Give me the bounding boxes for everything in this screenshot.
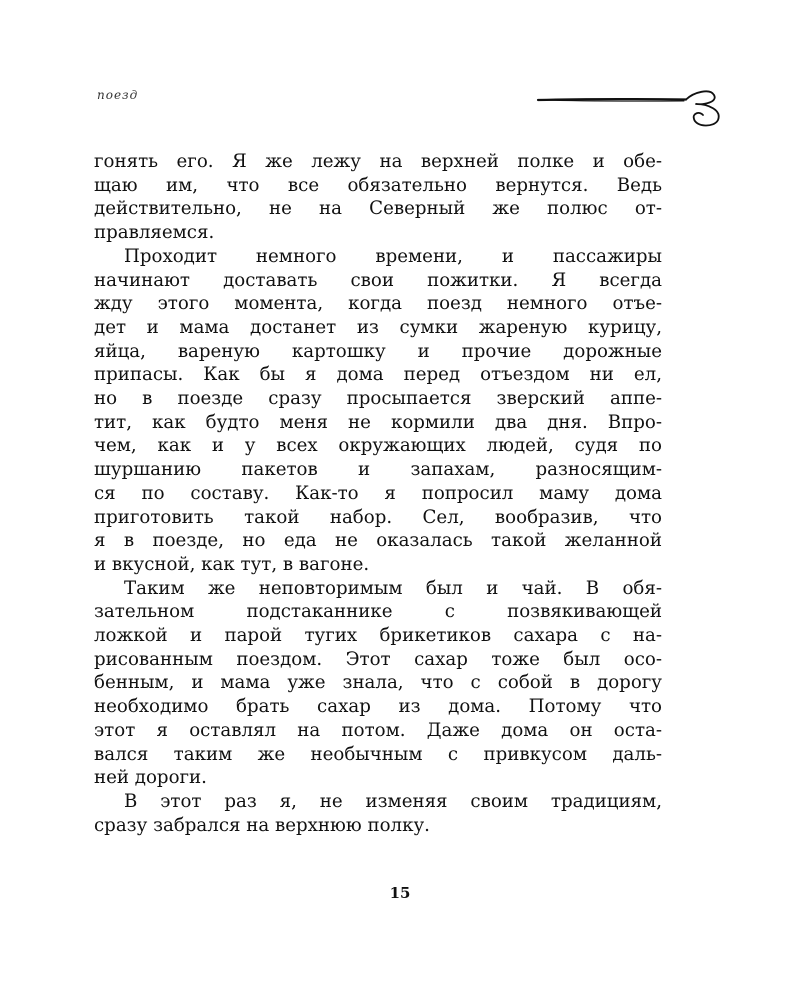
text-line: шуршанию пакетов и запахам, разносящим- — [94, 459, 662, 481]
text-line: Таким же неповторимым был и чай. В обя- — [124, 577, 662, 599]
text-line: но в поезде сразу просыпается зверский аппе- — [94, 388, 662, 410]
running-head: поезд — [97, 88, 139, 102]
text-line: приготовить такой набор. Сел, вообразив, что — [94, 506, 662, 528]
flourish-ornament-icon — [536, 86, 726, 130]
text-line: ней дороги. — [94, 767, 207, 789]
text-line: В этот раз я, не изменяя своим традициям, — [124, 790, 662, 812]
text-line: жду этого момента, когда поезд немного отъе- — [94, 293, 662, 315]
text-line: рисованным поездом. Этот сахар тоже был осо- — [94, 648, 662, 670]
text-line: вался таким же необычным с привкусом даль- — [94, 743, 662, 765]
text-line: зательном подстаканнике с позвякивающей — [94, 601, 662, 623]
page-number: 15 — [389, 884, 411, 902]
text-line: щаю им, что все обязательно вернутся. Ведь — [94, 174, 662, 196]
text-line: начинают доставать свои пожитки. Я всегда — [94, 269, 662, 291]
text-line: бенным, и мама уже знала, что с собой в дорогу — [94, 672, 662, 694]
body-text — [94, 150, 662, 837]
text-line: сразу забрался на верхнюю полку. — [94, 814, 430, 836]
text-line: правляемся. — [94, 222, 215, 244]
text-line: ложкой и парой тугих брикетиков сахара с на- — [94, 625, 662, 647]
text-line: припасы. Как бы я дома перед отъездом ни ел, — [94, 364, 662, 386]
text-line: этот я оставлял на потом. Даже дома он оста- — [94, 719, 662, 741]
text-line: я в поезде, но еда не оказалась такой желанной — [94, 530, 662, 552]
text-line: дет и мама достанет из сумки жареную курицу, — [94, 316, 662, 338]
text-line: яйца, вареную картошку и прочие дорожные — [94, 340, 662, 362]
text-line: гонять его. Я же лежу на верхней полке и обе- — [94, 151, 662, 172]
text-line: необходимо брать сахар из дома. Потому что — [94, 696, 662, 718]
text-line: Проходит немного времени, и пассажиры — [124, 245, 662, 267]
text-line: чем, как и у всех окружающих людей, судя по — [94, 435, 662, 457]
text-line: ся по составу. Как-то я попросил маму дома — [94, 482, 662, 504]
text-line: и вкусной, как тут, в вагоне. — [94, 553, 370, 575]
text-line: действительно, не на Северный же полюс от- — [94, 198, 662, 220]
text-line: тит, как будто меня не кормили два дня. Впро- — [94, 411, 662, 433]
